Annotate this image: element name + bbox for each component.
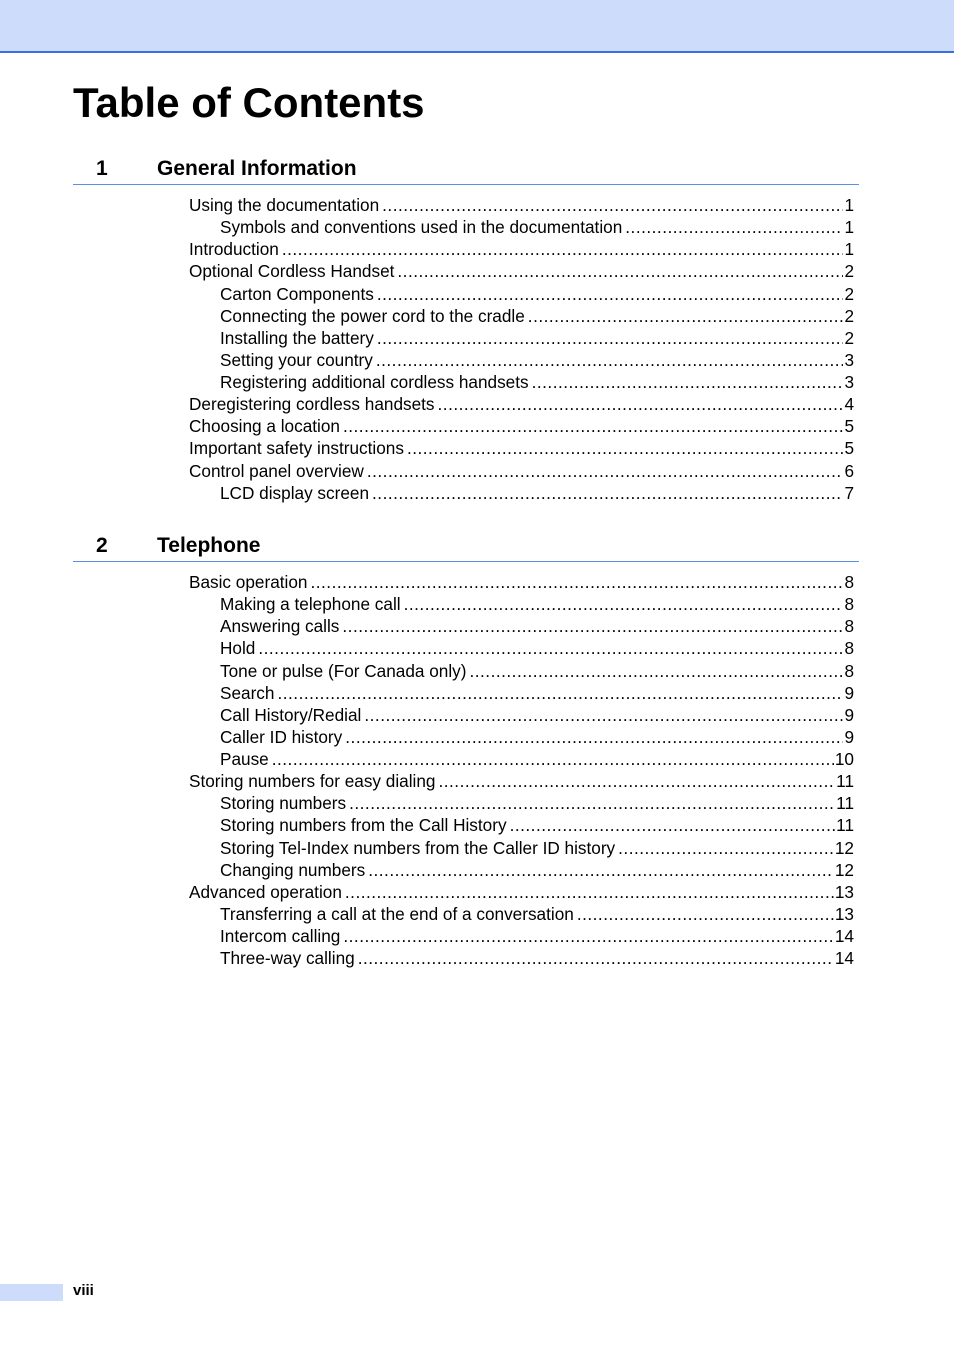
page-number: viii xyxy=(73,1282,94,1299)
toc-entry-label: Advanced operation xyxy=(189,881,342,902)
dot-leader xyxy=(372,482,843,504)
toc-entry-page: 3 xyxy=(844,349,854,370)
toc-entry-label: Important safety instructions xyxy=(189,438,404,459)
toc-entry-page: 10 xyxy=(834,749,854,769)
toc-entry[interactable] xyxy=(220,859,854,881)
toc-entry[interactable] xyxy=(189,238,854,260)
toc-entry-label: Choosing a location xyxy=(189,416,340,437)
chapter-1 xyxy=(73,154,859,504)
toc-entry-label: Setting your country xyxy=(220,349,373,370)
toc-entry-label: Carton Components xyxy=(220,283,374,304)
toc-entry-label: Hold xyxy=(220,638,256,659)
toc-entry-label: Three-way calling xyxy=(220,948,355,969)
toc-entry[interactable] xyxy=(189,260,854,282)
toc-entry[interactable] xyxy=(189,770,854,792)
dot-leader xyxy=(377,283,844,305)
toc-entry-page: 2 xyxy=(844,261,854,282)
dot-leader xyxy=(343,415,843,437)
toc-entry-page: 5 xyxy=(844,438,854,459)
toc-entry-page: 6 xyxy=(844,460,854,481)
footer-band xyxy=(0,1284,63,1301)
dot-leader xyxy=(277,682,843,704)
toc-entry[interactable] xyxy=(189,393,854,415)
toc-entry-label: Installing the battery xyxy=(220,327,374,348)
toc-entry-page: 3 xyxy=(844,372,854,392)
dot-leader xyxy=(404,593,844,615)
dot-leader xyxy=(397,260,843,282)
dot-leader xyxy=(310,571,843,593)
page-title: Table of Contents xyxy=(73,79,425,126)
toc-entry-page: 8 xyxy=(844,660,854,681)
toc-entry-page: 14 xyxy=(834,948,854,969)
toc-entry-page: 13 xyxy=(834,881,854,902)
toc-entry-list xyxy=(73,185,859,504)
toc-entry-label: Optional Cordless Handset xyxy=(189,261,395,282)
toc-entry[interactable] xyxy=(220,305,854,327)
toc-entry[interactable] xyxy=(189,571,854,593)
toc-entry-page: 9 xyxy=(844,682,854,703)
dot-leader xyxy=(618,837,834,859)
toc-entry-label: Caller ID history xyxy=(220,726,343,747)
toc-entry[interactable] xyxy=(220,682,854,704)
toc-entry-page: 1 xyxy=(844,195,854,215)
toc-entry-page: 8 xyxy=(844,594,854,615)
toc-entry-label: Deregistering cordless handsets xyxy=(189,394,435,415)
toc-entry-page: 12 xyxy=(834,859,854,880)
toc-entry[interactable] xyxy=(189,415,854,437)
toc-entry-label: Using the documentation xyxy=(189,195,380,215)
toc-entry-page: 9 xyxy=(844,704,854,725)
toc-entry-list xyxy=(73,562,859,969)
toc-entry-label: Intercom calling xyxy=(220,926,341,946)
toc-entry-page: 8 xyxy=(844,572,854,592)
dot-leader xyxy=(469,660,843,682)
dot-leader xyxy=(368,859,834,881)
dot-leader xyxy=(510,814,836,836)
dot-leader xyxy=(272,748,834,770)
toc-entry[interactable] xyxy=(220,327,854,349)
toc-entry-page: 12 xyxy=(834,837,854,858)
dot-leader xyxy=(282,238,844,260)
dot-leader xyxy=(343,925,834,947)
toc-entry[interactable] xyxy=(220,814,854,836)
toc-entry[interactable] xyxy=(220,947,854,969)
toc-entry-page: 5 xyxy=(844,416,854,437)
toc-entry[interactable] xyxy=(220,726,854,748)
dot-leader xyxy=(345,881,834,903)
dot-leader xyxy=(407,437,844,459)
dot-leader xyxy=(382,194,843,216)
toc-entry[interactable] xyxy=(220,593,854,615)
toc-entry-label: Changing numbers xyxy=(220,859,366,880)
dot-leader xyxy=(577,903,834,925)
toc-entry[interactable] xyxy=(220,283,854,305)
toc-entry[interactable] xyxy=(220,349,854,371)
toc-entry[interactable] xyxy=(220,748,854,770)
toc-entry[interactable] xyxy=(189,437,854,459)
chapter-title: General Information xyxy=(157,157,357,180)
toc-entry-page: 7 xyxy=(844,482,854,503)
toc-entry[interactable] xyxy=(220,925,854,947)
toc-entry-label: Making a telephone call xyxy=(220,594,401,615)
toc-entry-page: 4 xyxy=(844,394,854,415)
toc-entry-page: 1 xyxy=(844,217,854,238)
toc-entry-label: Registering additional cordless handsets xyxy=(220,372,529,392)
toc-entry-page: 2 xyxy=(844,305,854,326)
dot-leader xyxy=(342,615,843,637)
toc-entry-label: Symbols and conventions used in the documentation xyxy=(220,217,623,238)
toc-entry-page: 11 xyxy=(836,793,854,814)
dot-leader xyxy=(345,726,843,748)
dot-leader xyxy=(364,704,843,726)
toc-entry[interactable] xyxy=(220,482,854,504)
toc-entry-page: 2 xyxy=(844,327,854,348)
toc-entry[interactable] xyxy=(220,704,854,726)
toc-entry[interactable] xyxy=(220,637,854,659)
toc-entry-page: 11 xyxy=(836,771,854,792)
dot-leader xyxy=(258,637,843,659)
toc-entry-label: Control panel overview xyxy=(189,460,364,481)
chapter-2 xyxy=(73,531,859,969)
toc-entry[interactable] xyxy=(189,881,854,903)
dot-leader xyxy=(349,792,835,814)
toc-entry-label: Answering calls xyxy=(220,616,340,637)
toc-entry-page: 11 xyxy=(836,815,854,836)
dot-leader xyxy=(438,393,844,415)
toc-entry[interactable] xyxy=(220,615,854,637)
toc-entry-label: Storing numbers xyxy=(220,793,347,814)
toc-entry[interactable] xyxy=(220,837,854,859)
toc-entry[interactable] xyxy=(220,216,854,238)
dot-leader xyxy=(625,216,843,238)
toc-entry-label: Transferring a call at the end of a conversation xyxy=(220,903,574,924)
dot-leader xyxy=(358,947,834,969)
toc-entry-label: Storing numbers from the Call History xyxy=(220,815,507,836)
toc-entry-page: 14 xyxy=(834,926,854,946)
toc-entry-page: 9 xyxy=(844,726,854,747)
toc-entry-label: Search xyxy=(220,682,275,703)
dot-leader xyxy=(377,327,844,349)
toc-entry[interactable] xyxy=(220,792,854,814)
toc-entry-label: Connecting the power cord to the cradle xyxy=(220,305,525,326)
toc-entry-page: 8 xyxy=(844,616,854,637)
toc-entry-label: Storing numbers for easy dialing xyxy=(189,771,436,792)
toc-entry-label: Tone or pulse (For Canada only) xyxy=(220,660,467,681)
toc-entry-label: LCD display screen xyxy=(220,482,370,503)
chapter-number: 1 xyxy=(96,157,108,180)
toc-entry[interactable] xyxy=(189,194,854,216)
chapter-heading[interactable] xyxy=(73,154,859,185)
chapter-number: 2 xyxy=(96,534,108,557)
toc-entry[interactable] xyxy=(220,371,854,393)
toc-entry-page: 13 xyxy=(834,903,854,924)
chapter-heading[interactable] xyxy=(73,531,859,562)
toc-entry[interactable] xyxy=(220,903,854,925)
toc-entry-label: Introduction xyxy=(189,239,279,260)
chapter-title: Telephone xyxy=(157,534,261,557)
toc-entry-label: Basic operation xyxy=(189,572,308,592)
toc-entry-label: Storing Tel-Index numbers from the Caller ID history xyxy=(220,837,616,858)
toc-entry[interactable] xyxy=(220,660,854,682)
toc-entry-page: 1 xyxy=(844,239,854,260)
dot-leader xyxy=(367,460,844,482)
dot-leader xyxy=(532,371,844,393)
dot-leader xyxy=(438,770,835,792)
header-band xyxy=(0,0,954,53)
toc-entry-label: Call History/Redial xyxy=(220,704,362,725)
dot-leader xyxy=(528,305,844,327)
toc-entry[interactable] xyxy=(189,460,854,482)
toc-entry-page: 8 xyxy=(844,638,854,659)
dot-leader xyxy=(376,349,844,371)
toc-entry-page: 2 xyxy=(844,283,854,304)
toc-entry-label: Pause xyxy=(220,749,269,769)
